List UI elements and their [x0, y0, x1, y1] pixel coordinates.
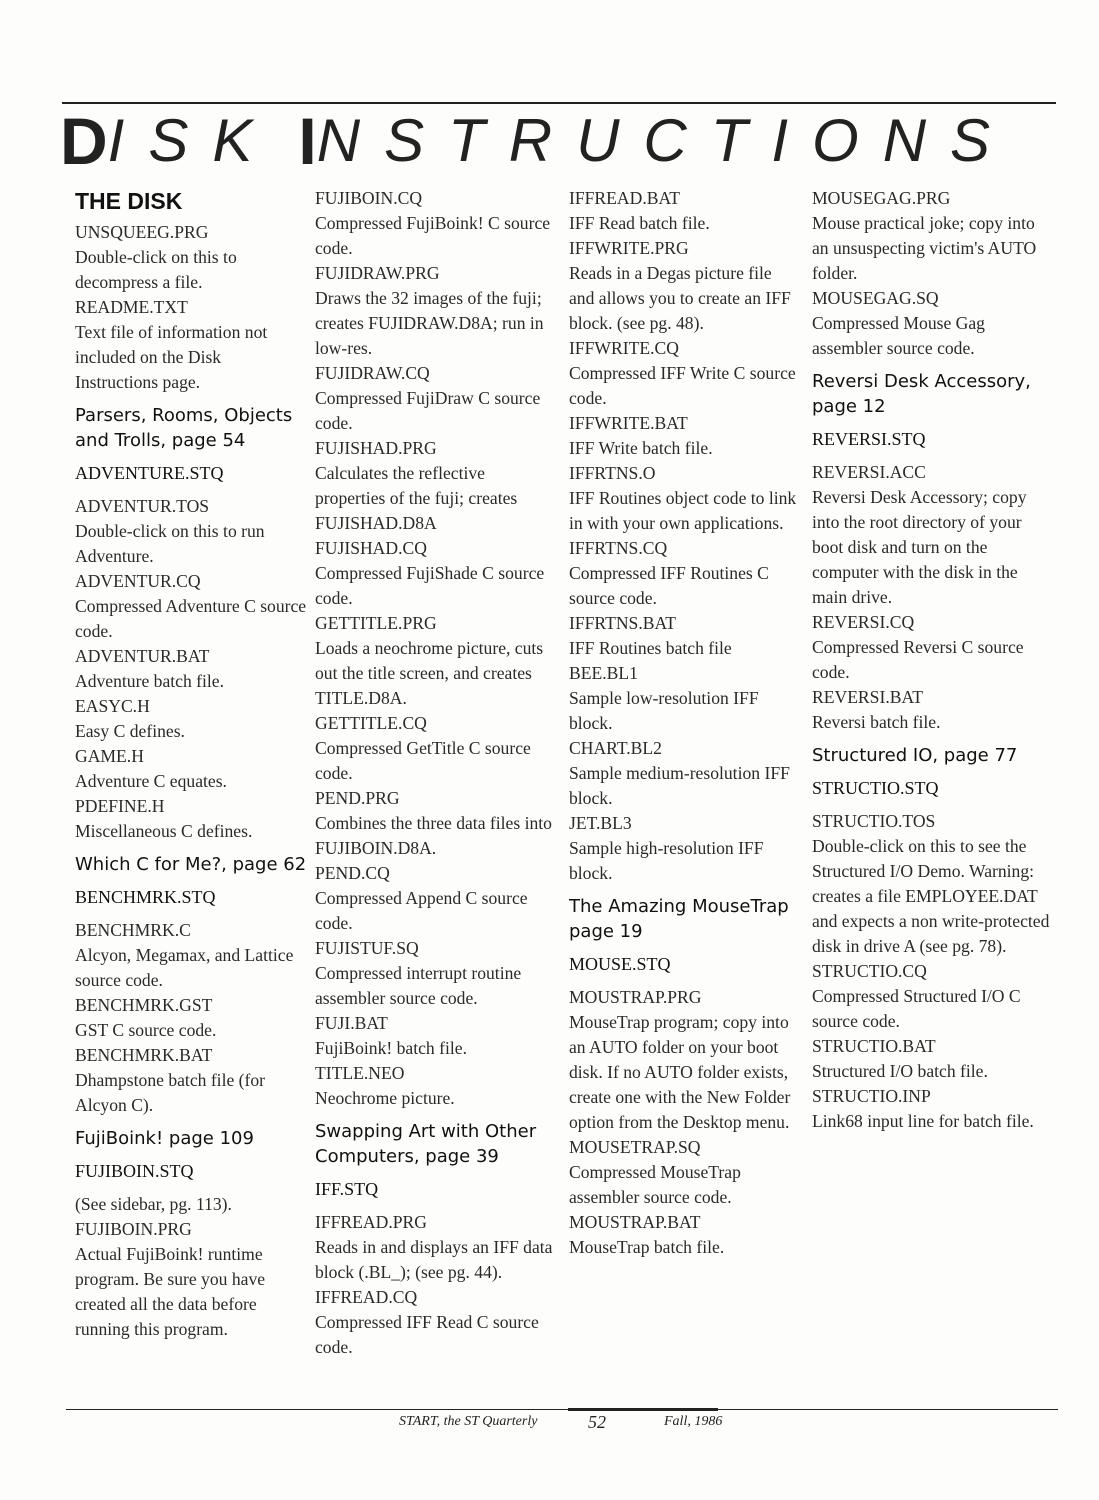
file-entry — [315, 1011, 555, 1061]
column-3 — [569, 186, 797, 1260]
file-name: PEND.PRG — [315, 788, 400, 808]
file-description: Link68 input line for batch file. — [812, 1111, 1034, 1131]
article-heading: Structured IO, page 77 — [812, 745, 1018, 766]
file-entry — [569, 611, 797, 661]
file-description: Compressed GetTitle C source code. — [315, 738, 531, 783]
file-entry — [569, 985, 797, 1135]
file-entry — [75, 220, 307, 295]
file-name: GAME.H — [75, 746, 144, 766]
file-description: FujiBoink! batch file. — [315, 1038, 467, 1058]
file-name: FUJIBOIN.CQ — [315, 188, 423, 208]
file-entry — [315, 536, 555, 611]
page-headline — [60, 104, 1050, 178]
headline-word-instructions: NSTRUCTIONS — [316, 107, 1015, 174]
file-name: REVERSI.BAT — [812, 687, 923, 707]
file-name: IFFREAD.CQ — [315, 1287, 418, 1307]
file-description: Structured I/O batch file. — [812, 1061, 988, 1081]
file-description: Double-click on this to see the Structured I/O Demo. Warning: creates a file EMPLOYEE.DAT and expects a non write-protected disk in drive A (see pg. 78). — [812, 836, 1050, 956]
file-description: Sample medium-resolution IFF block. — [569, 763, 790, 808]
file-description: Reversi batch file. — [812, 712, 941, 732]
file-name: IFFREAD.PRG — [315, 1212, 427, 1232]
file-entry — [75, 794, 307, 844]
headline-initial-i: I — [298, 104, 317, 178]
file-entry — [812, 610, 1052, 685]
file-name: MOUSTRAP.BAT — [569, 1212, 701, 1232]
archive-name: BENCHMRK.STQ — [75, 887, 216, 907]
file-description: Miscellaneous C defines. — [75, 821, 253, 841]
file-entry — [569, 186, 797, 236]
file-entry — [315, 361, 555, 436]
file-name: GETTITLE.PRG — [315, 613, 437, 633]
file-entry — [569, 336, 797, 411]
file-entry — [812, 1084, 1052, 1134]
file-entry — [315, 711, 555, 786]
file-description: IFF Routines object code to link in with your own applications. — [569, 488, 797, 533]
file-description: Neochrome picture. — [315, 1088, 455, 1108]
file-name: CHART.BL2 — [569, 738, 662, 758]
file-description: Mouse practical joke; copy into an unsuspecting victim's AUTO folder. — [812, 213, 1037, 283]
file-entry — [569, 1210, 797, 1260]
file-description: Compressed MouseTrap assembler source code. — [569, 1162, 741, 1207]
file-entry — [315, 1210, 555, 1285]
file-description: Reversi Desk Accessory; copy into the root directory of your boot disk and turn on the computer with the disk in the main drive. — [812, 487, 1027, 607]
file-entry — [315, 186, 555, 261]
archive-name: ADVENTURE.STQ — [75, 463, 224, 483]
file-entry — [315, 936, 555, 1011]
file-name: FUJIBOIN.PRG — [75, 1219, 192, 1239]
file-description: Combines the three data files into FUJIBOIN.D8A. — [315, 813, 552, 858]
file-description: Easy C defines. — [75, 721, 185, 741]
file-entry — [569, 736, 797, 811]
file-name: GETTITLE.CQ — [315, 713, 427, 733]
file-entry — [75, 494, 307, 569]
file-name: FUJIDRAW.PRG — [315, 263, 440, 283]
file-entry — [569, 236, 797, 336]
file-name: MOUSEGAG.SQ — [812, 288, 939, 308]
file-name: IFFWRITE.PRG — [569, 238, 689, 258]
file-entry — [75, 644, 307, 694]
file-description: Compressed FujiBoink! C source code. — [315, 213, 551, 258]
file-entry — [75, 694, 307, 744]
file-name: FUJISHAD.PRG — [315, 438, 437, 458]
file-entry — [75, 569, 307, 644]
file-entry — [315, 1285, 555, 1360]
file-description: MouseTrap program; copy into an AUTO folder on your boot disk. If no AUTO folder exists, create one with the New Folder option from the Desktop menu. — [569, 1012, 791, 1132]
file-entry — [812, 186, 1052, 286]
file-name: STRUCTIO.BAT — [812, 1036, 936, 1056]
file-description: Alcyon, Megamax, and Lattice source code. — [75, 945, 294, 990]
file-name: README.TXT — [75, 297, 188, 317]
file-description: Compressed Structured I/O C source code. — [812, 986, 1021, 1031]
column-2 — [315, 186, 555, 1360]
file-description: IFF Routines batch file — [569, 638, 732, 658]
file-entry — [315, 436, 555, 536]
file-description: Compressed FujiDraw C source code. — [315, 388, 541, 433]
file-entry — [75, 295, 307, 395]
file-name: MOUSTRAP.PRG — [569, 987, 702, 1007]
file-description: Adventure C equates. — [75, 771, 227, 791]
file-entry — [315, 786, 555, 861]
file-name: BENCHMRK.GST — [75, 995, 213, 1015]
footer-issue: Fall, 1986 — [664, 1414, 723, 1429]
file-entry — [812, 685, 1052, 735]
file-entry — [75, 918, 307, 993]
file-description: GST C source code. — [75, 1020, 217, 1040]
file-description: Compressed IFF Read C source code. — [315, 1312, 539, 1357]
file-description: Reads in a Degas picture file and allows you to create an IFF block. (see pg. 48). — [569, 263, 791, 333]
file-entry — [812, 460, 1052, 610]
archive-name: REVERSI.STQ — [812, 429, 926, 449]
file-description: Reads in and displays an IFF data block (.BL_); (see pg. 44). — [315, 1237, 553, 1282]
file-description: Compressed Adventure C source code. — [75, 596, 307, 641]
file-name: MOUSEGAG.PRG — [812, 188, 951, 208]
file-name: IFFWRITE.BAT — [569, 413, 688, 433]
file-entry — [75, 993, 307, 1043]
file-description: Compressed IFF Write C source code. — [569, 363, 796, 408]
article-heading: Parsers, Rooms, Objects and Trolls, page 54 — [75, 405, 293, 451]
file-description: Dhampstone batch file (for Alcyon C). — [75, 1070, 266, 1115]
file-name: STRUCTIO.CQ — [812, 961, 927, 981]
file-description: Compressed FujiShade C source code. — [315, 563, 545, 608]
file-name: IFFRTNS.O — [569, 463, 656, 483]
file-name: EASYC.H — [75, 696, 150, 716]
file-description: Compressed Reversi C source code. — [812, 637, 1024, 682]
archive-name: MOUSE.STQ — [569, 954, 671, 974]
file-name: BEE.BL1 — [569, 663, 638, 683]
file-entry — [569, 661, 797, 736]
file-entry — [315, 1061, 555, 1111]
file-name: PDEFINE.H — [75, 796, 165, 816]
file-entry — [812, 1034, 1052, 1084]
file-description: Adventure batch file. — [75, 671, 224, 691]
file-name: FUJIDRAW.CQ — [315, 363, 430, 383]
file-description: Actual FujiBoink! runtime program. Be sure you have created all the data before running this program. — [75, 1244, 266, 1339]
file-name: UNSQUEEG.PRG — [75, 222, 209, 242]
file-name: ADVENTUR.CQ — [75, 571, 201, 591]
file-entry — [75, 1217, 307, 1342]
file-name: TITLE.NEO — [315, 1063, 405, 1083]
file-entry — [569, 411, 797, 461]
file-description: Loads a neochrome picture, cuts out the title screen, and creates TITLE.D8A. — [315, 638, 544, 708]
file-description: Compressed IFF Routines C source code. — [569, 563, 769, 608]
file-entry — [75, 744, 307, 794]
file-description: IFF Read batch file. — [569, 213, 710, 233]
file-description: IFF Write batch file. — [569, 438, 713, 458]
file-description: Compressed interrupt routine assembler source code. — [315, 963, 522, 1008]
file-name: STRUCTIO.INP — [812, 1086, 931, 1106]
file-name: FUJI.BAT — [315, 1013, 388, 1033]
file-description: Double-click on this to run Adventure. — [75, 521, 265, 566]
file-name: ADVENTUR.TOS — [75, 496, 210, 516]
file-name: (See sidebar, pg. 113). — [75, 1194, 232, 1214]
file-entry — [315, 861, 555, 936]
footer-page-number: 52 — [588, 1412, 606, 1432]
file-name: MOUSETRAP.SQ — [569, 1137, 701, 1157]
article-heading: Which C for Me?, page 62 — [75, 854, 307, 875]
file-name: IFFREAD.BAT — [569, 188, 680, 208]
column-4 — [812, 186, 1052, 1134]
headline-word-disk: ISK — [107, 107, 277, 174]
article-heading: FujiBoink! page 109 — [75, 1128, 254, 1149]
file-name: FUJISHAD.CQ — [315, 538, 427, 558]
file-entry — [315, 611, 555, 711]
file-entry — [812, 959, 1052, 1034]
file-name: FUJISTUF.SQ — [315, 938, 419, 958]
file-description: Draws the 32 images of the fuji; creates FUJIDRAW.D8A; run in low-res. — [315, 288, 544, 358]
file-name: ADVENTUR.BAT — [75, 646, 210, 666]
file-description: Double-click on this to decompress a file. — [75, 247, 237, 292]
column-1 — [75, 186, 307, 1342]
file-entry — [569, 1135, 797, 1210]
file-entry — [75, 1043, 307, 1118]
bottom-rule-accent — [568, 1408, 718, 1411]
file-name: IFFRTNS.CQ — [569, 538, 668, 558]
section-title: THE DISK — [75, 188, 183, 214]
archive-name: FUJIBOIN.STQ — [75, 1161, 194, 1181]
file-description: Sample low-resolution IFF block. — [569, 688, 759, 733]
file-name: BENCHMRK.BAT — [75, 1045, 213, 1065]
file-entry — [812, 809, 1052, 959]
file-entry — [315, 261, 555, 361]
footer-publication: START, the ST Quarterly — [399, 1414, 538, 1429]
file-entry — [569, 536, 797, 611]
file-description: Sample high-resolution IFF block. — [569, 838, 764, 883]
file-description: Calculates the reflective properties of the fuji; creates FUJISHAD.D8A — [315, 463, 518, 533]
file-name: REVERSI.CQ — [812, 612, 915, 632]
file-name: JET.BL3 — [569, 813, 632, 833]
top-rule — [62, 102, 1056, 104]
file-name: PEND.CQ — [315, 863, 390, 883]
article-heading: The Amazing MouseTrap page 19 — [569, 896, 789, 942]
file-name: IFFWRITE.CQ — [569, 338, 679, 358]
file-description: Compressed Append C source code. — [315, 888, 528, 933]
file-entry — [569, 811, 797, 886]
file-name: REVERSI.ACC — [812, 462, 926, 482]
article-heading: Reversi Desk Accessory, page 12 — [812, 371, 1031, 417]
file-description: MouseTrap batch file. — [569, 1237, 725, 1257]
file-name: STRUCTIO.TOS — [812, 811, 936, 831]
bottom-rule — [66, 1409, 1058, 1410]
file-name: IFFRTNS.BAT — [569, 613, 676, 633]
article-heading: Swapping Art with Other Computers, page 39 — [315, 1121, 537, 1167]
file-entry — [569, 461, 797, 536]
file-description: Text file of information not included on the Disk Instructions page. — [75, 322, 268, 392]
archive-name: STRUCTIO.STQ — [812, 778, 939, 798]
archive-name: IFF.STQ — [315, 1179, 379, 1199]
file-entry — [75, 1192, 307, 1217]
headline-initial-d: D — [60, 104, 108, 178]
file-name: BENCHMRK.C — [75, 920, 191, 940]
file-entry — [812, 286, 1052, 361]
file-description: Compressed Mouse Gag assembler source code. — [812, 313, 985, 358]
